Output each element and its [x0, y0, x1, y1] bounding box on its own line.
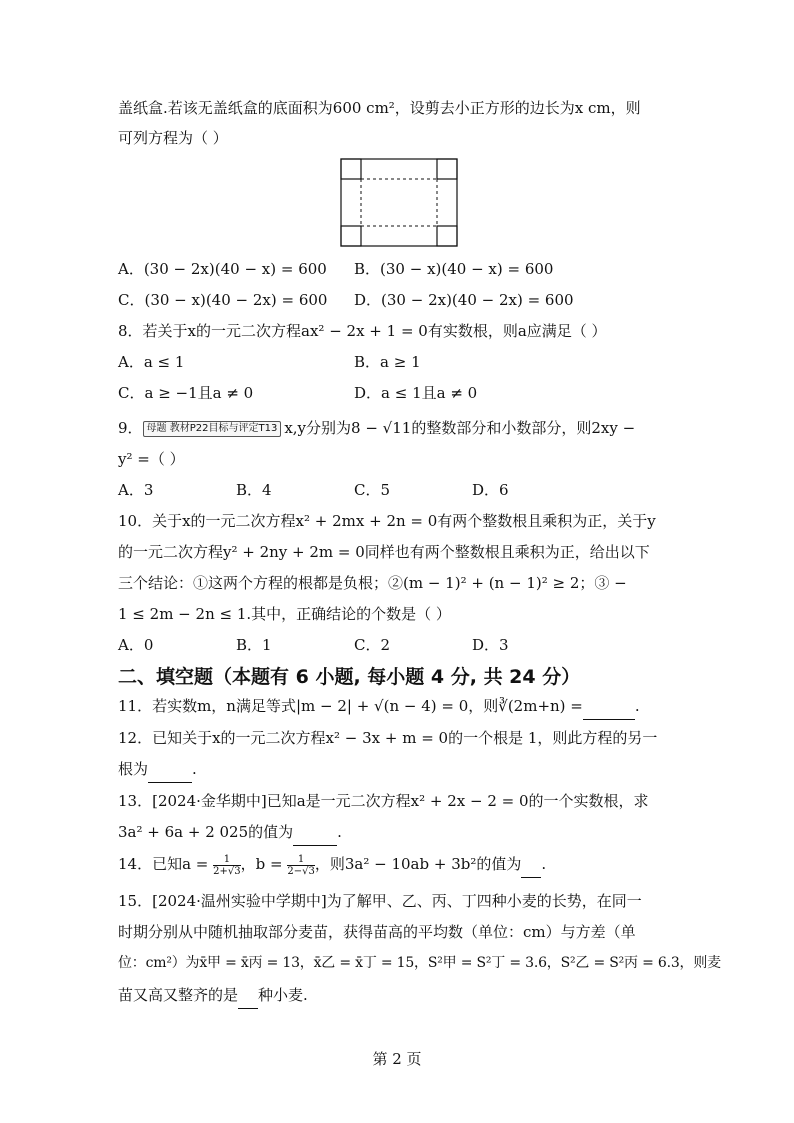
- q15-line2: 时期分别从中随机抽取部分麦苗，获得苗高的平均数（单位：cm）与方差（单: [118, 923, 636, 941]
- q14-post: ，则3a² − 10ab + 3b²的值为: [314, 855, 522, 873]
- q13-stem: 3a² + 6a + 2 025的值为: [118, 823, 294, 841]
- q9-number: 9．: [118, 419, 143, 437]
- q9-option-a: A．3: [118, 481, 154, 499]
- q12-answer-blank[interactable]: [148, 760, 192, 783]
- q15-line4: [118, 984, 308, 1009]
- q7-option-b: B．(30 − x)(40 − x) = 600: [354, 260, 554, 278]
- q11-answer-blank[interactable]: [583, 697, 635, 720]
- q8-option-d: D．a ≤ 1且a ≠ 0: [354, 384, 478, 402]
- q9-option-d: D．6: [472, 481, 509, 499]
- q8-option-a: A．a ≤ 1: [118, 353, 185, 371]
- q14-line: [118, 853, 546, 878]
- q10-line2: 的一元二次方程y² + 2ny + 2m = 0同样也有两个整数根且乘积为正，给出以下: [118, 543, 650, 561]
- q9-line2: y² =（ ）: [118, 450, 185, 468]
- q9-option-c: C．5: [354, 481, 391, 499]
- q7-option-a: A．(30 − 2x)(40 − x) = 600: [118, 260, 327, 278]
- q15-line3: 位：cm²）为x̄甲 = x̄丙 = 13，x̄乙 = x̄丁 = 15，S²甲 = S²丁 = 3.6，S²乙 = S²丙 = 6.3，则麦: [118, 955, 721, 971]
- q8-option-b: B．a ≥ 1: [354, 353, 421, 371]
- q14-pre: 14．已知a =: [118, 855, 209, 873]
- q10-line4: 1 ≤ 2m − 2n ≤ 1.其中，正确结论的个数是（ ）: [118, 605, 451, 623]
- fraction-b-numerator: 1: [297, 853, 305, 865]
- q13-end: .: [337, 823, 342, 841]
- q8-option-c: C．a ≥ −1且a ≠ 0: [118, 384, 254, 402]
- q12-stem: 根为: [118, 760, 149, 778]
- q9-line1: [118, 417, 635, 439]
- q15-line1: 15．[2024·温州实验中学期中]为了解甲、乙、丙、丁四种小麦的长势，在同一: [118, 892, 642, 910]
- q14-answer-blank[interactable]: [521, 855, 541, 878]
- q8-stem: 8．若关于x的一元二次方程ax² − 2x + 1 = 0有实数根，则a应满足（ ）: [118, 322, 607, 340]
- page-number: 第 2 页: [372, 1050, 422, 1068]
- box-net-diagram: [340, 158, 458, 247]
- fraction-a-numerator: 1: [223, 853, 231, 865]
- fraction-a: [213, 854, 240, 877]
- source-tag: 母题 教材P22目标与评定T13: [143, 421, 282, 437]
- q10-option-a: A．0: [118, 636, 154, 654]
- q10-option-d: D．3: [472, 636, 509, 654]
- q13-answer-blank[interactable]: [293, 823, 337, 846]
- q7-option-d: D．(30 − 2x)(40 − 2x) = 600: [354, 291, 574, 309]
- fraction-b: [287, 854, 314, 877]
- q9-stem: x,y分别为8 − √11的整数部分和小数部分，则2xy −: [284, 419, 636, 437]
- q12-line2: [118, 758, 197, 783]
- q9-option-b: B．4: [236, 481, 272, 499]
- q11-end: .: [634, 697, 640, 715]
- fraction-a-denominator: 2+√3: [213, 865, 241, 877]
- q7-option-c: C．(30 − x)(40 − 2x) = 600: [118, 291, 328, 309]
- q15-stem: 苗又高又整齐的是: [118, 986, 239, 1004]
- q13-line1: 13．[2024·金华期中]已知a是一元二次方程x² + 2x − 2 = 0的一个实数根，求: [118, 792, 649, 810]
- q13-line2: [118, 821, 342, 846]
- section-heading: 二、填空题（本题有 6 小题, 每小题 4 分, 共 24 分）: [118, 666, 581, 688]
- q11-stem: 11．若实数m，n满足等式|m − 2| + √(n − 4) = 0，则∛(2m+n) =: [118, 697, 583, 715]
- q11-line: [118, 695, 640, 720]
- q14-mid: ，b =: [240, 855, 283, 873]
- q7-line1: 盖纸盒.若该无盖纸盒的底面积为600 cm²，设剪去小正方形的边长为x cm，则: [118, 99, 641, 117]
- fraction-b-denominator: 2−√3: [287, 865, 315, 877]
- q14-end: .: [541, 855, 547, 873]
- q12-line1: 12．已知关于x的一元二次方程x² − 3x + m = 0的一个根是 1，则此方程的另一: [118, 729, 658, 747]
- q12-end: .: [192, 760, 197, 778]
- q10-option-b: B．1: [236, 636, 272, 654]
- q15-answer-blank[interactable]: [238, 986, 258, 1009]
- q7-line2: 可列方程为（ ）: [118, 129, 228, 147]
- q10-line3: 三个结论：①这两个方程的根都是负根；②(m − 1)² + (n − 1)² ≥ 2；③ −: [118, 574, 627, 592]
- q10-line1: 10．关于x的一元二次方程x² + 2mx + 2n = 0有两个整数根且乘积为正，关于y: [118, 512, 656, 530]
- q15-end: 种小麦.: [258, 986, 308, 1004]
- q10-option-c: C．2: [354, 636, 391, 654]
